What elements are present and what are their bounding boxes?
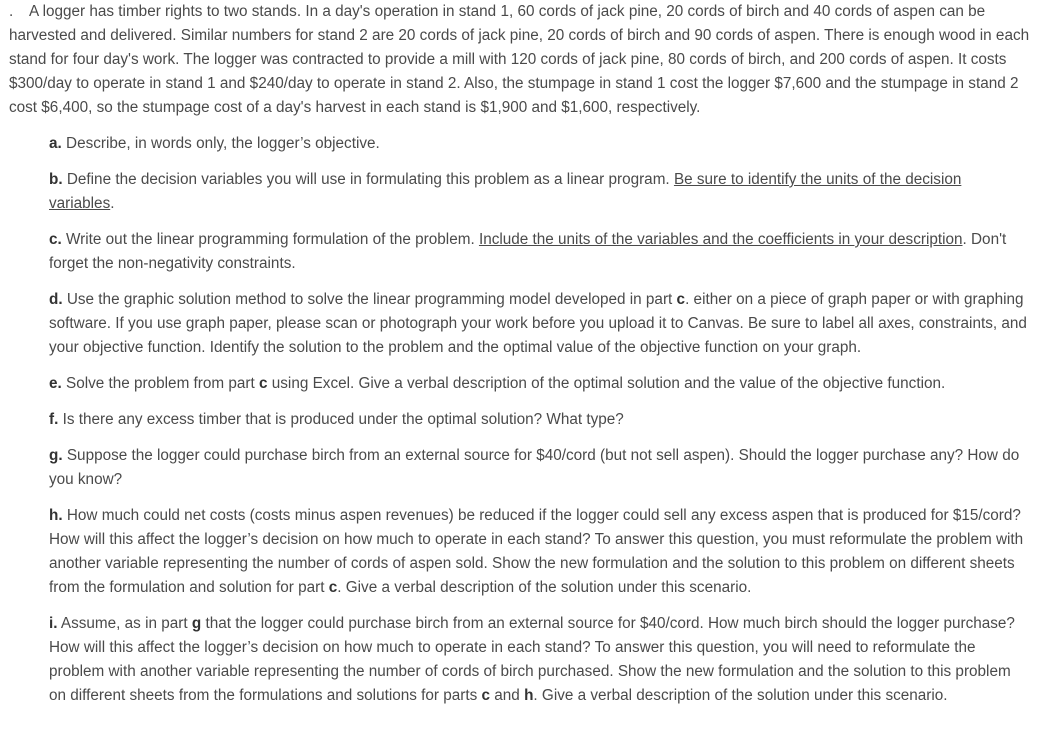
part-h-ref: c	[328, 579, 338, 596]
part-d-label: d.	[49, 291, 63, 308]
part-b-label: b.	[49, 171, 63, 188]
part-e-ref: c	[259, 375, 268, 392]
part-i	[49, 612, 1029, 708]
part-h-text-cont: . Give a verbal description of the solution under this scenario.	[337, 579, 752, 596]
question-parts	[49, 132, 1029, 720]
part-g-text: Suppose the logger could purchase birch from an external source for $40/cord (but not sell aspen). Should the logger purchase any? How do you know?	[49, 447, 1020, 488]
part-h-text: How much could net costs (costs minus aspen revenues) be reduced if the logger could sell any excess aspen that is produced for $15/cord? How will this affect the logger’s decision on how much to operate in each stand? To answer this question, you must reformulate the problem with another variable representing the number of cords of aspen sold. Show the new formulation and the solution to this problem on different sheets from the formulation and solution for part	[49, 507, 1024, 596]
part-f-label: f.	[49, 411, 59, 428]
intro-text: A logger has timber rights to two stands. In a day's operation in stand 1, 60 cords of jack pine, 20 cords of birch and 40 cords of aspen can be harvested and delivered. Similar numbers for stand 2 are 20 cords of jack pine, 20 cords of birch and 90 cords of aspen. There is enough wood in each stand for four day's work. The logger was contracted to provide a mill with 120 cords of jack pine, 80 cords of birch, and 200 cords of aspen. It costs $300/day to operate in stand 1 and $240/day to operate in stand 2. Also, the stumpage in stand 1 cost the logger $7,600 and the stumpage in stand 2 cost $6,400, so the stumpage cost of a day's harvest in each stand is $1,900 and $1,600, respectively.	[9, 3, 1030, 116]
part-d-text-cont: . either on a piece of graph paper or with graphing software. If you use graph paper, please scan or photograph your work before you upload it to Canvas. Be sure to label all axes, constraints, and your objective function. Identify the solution to the problem and the optimal value of the objective function on your graph.	[49, 291, 1027, 356]
part-f	[49, 408, 1029, 432]
part-d	[49, 288, 1029, 360]
problem-intro	[9, 0, 1033, 120]
intro-bullet: .	[9, 3, 14, 20]
part-h	[49, 504, 1029, 600]
part-i-label: i.	[49, 615, 58, 632]
part-c-text: Write out the linear programming formulation of the problem.	[61, 231, 479, 248]
part-c-end: . Don't forget the non-negativity constraints.	[49, 231, 1007, 272]
part-e-text: Solve the problem from part	[61, 375, 260, 392]
part-i-ref-h: h	[524, 687, 534, 704]
part-b-end: .	[110, 195, 115, 212]
part-b-underlined-text: Be sure to identify the units of the decision variables	[49, 171, 962, 212]
part-c-underlined-text: Include the units of the variables and the coefficients in your description	[478, 231, 963, 248]
part-i-text: Assume, as in part	[57, 615, 192, 632]
part-i-text-2: that the logger could purchase birch from an external source for $40/cord. How much birch should the logger purchase? How will this affect the logger’s decision on how much to operate in each stand? To answer this question, you will need to reformulate the problem with another variable representing the number of cords of birch purchased. Show the new formulation and the solution to this problem on different sheets from the formulations and solutions for parts	[49, 615, 1015, 704]
part-e	[49, 372, 1029, 396]
part-h-label: h.	[49, 507, 63, 524]
part-b	[49, 168, 1029, 216]
part-a-text: Describe, in words only, the logger’s objective.	[61, 135, 380, 152]
part-g-label: g.	[49, 447, 63, 464]
part-c-label: c.	[49, 231, 62, 248]
part-d-text: Use the graphic solution method to solve the linear programming model developed in part	[62, 291, 677, 308]
part-g	[49, 444, 1029, 492]
part-i-text-3: and	[490, 687, 525, 704]
part-f-text: Is there any excess timber that is produced under the optimal solution? What type?	[58, 411, 624, 428]
part-b-text: Define the decision variables you will use in formulating this problem as a linear program.	[62, 171, 674, 188]
part-d-ref: c	[676, 291, 686, 308]
part-e-label: e.	[49, 375, 62, 392]
part-i-text-4: . Give a verbal description of the solution under this scenario.	[533, 687, 948, 704]
part-a	[49, 132, 1029, 156]
part-i-ref-g: g	[191, 615, 202, 632]
part-c	[49, 228, 1029, 276]
part-a-label: a.	[49, 135, 62, 152]
part-e-text-cont: using Excel. Give a verbal description of the optimal solution and the value of the objective function.	[267, 375, 946, 392]
part-i-ref-c: c	[481, 687, 491, 704]
